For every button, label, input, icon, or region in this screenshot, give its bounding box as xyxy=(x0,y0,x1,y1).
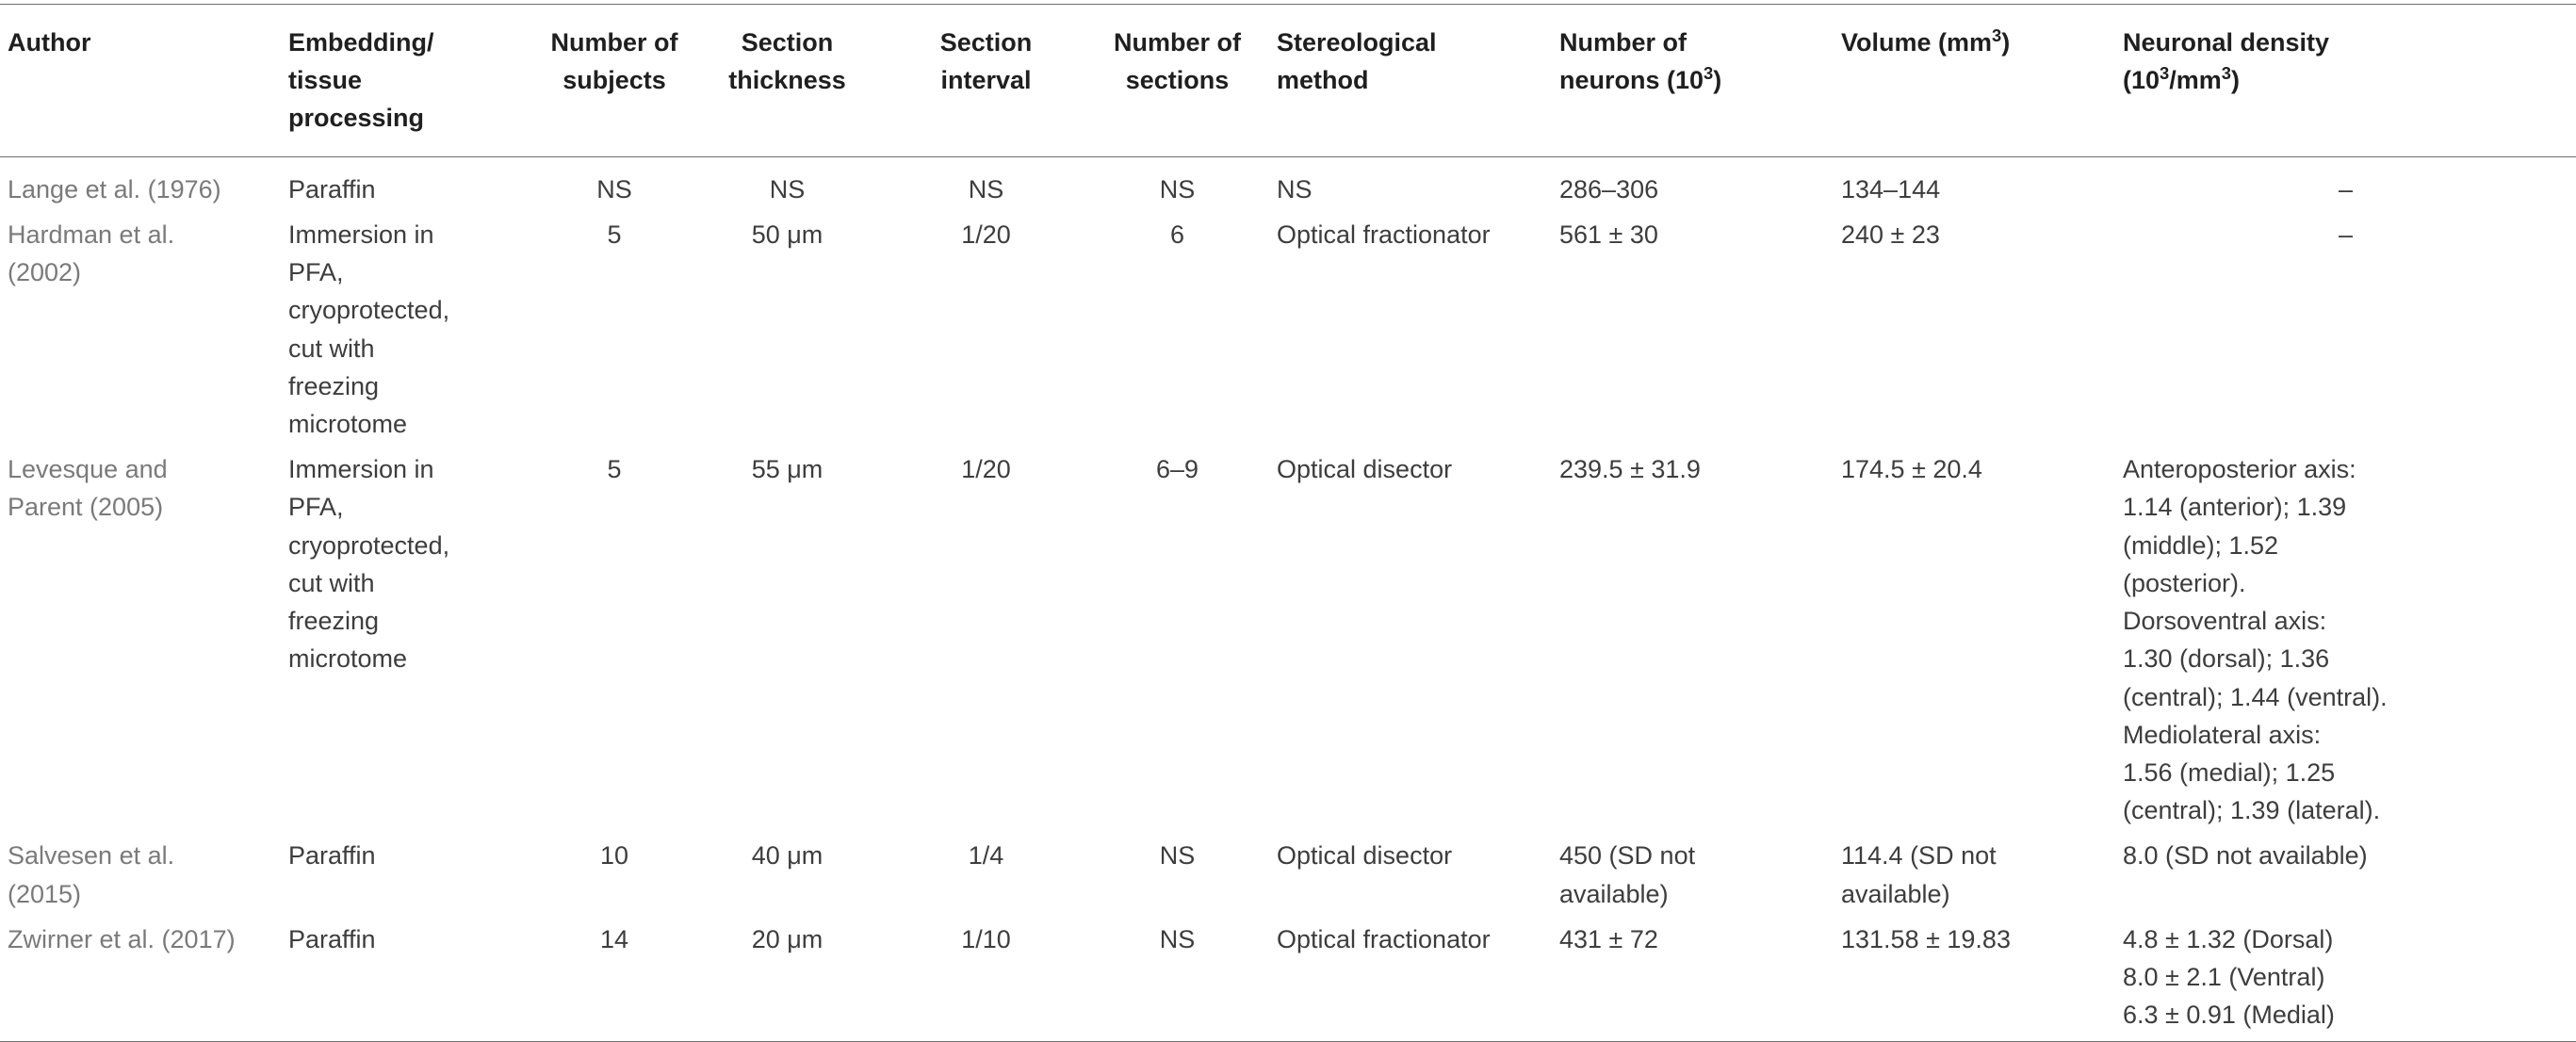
cell-volume: 174.5 ± 20.4 xyxy=(1841,455,1982,484)
cell-embedding: Immersion in PFA, cryoprotected, cut with freezing microtome xyxy=(288,220,450,438)
cell-author: Levesque and Parent (2005) xyxy=(8,455,168,522)
header-density-text: Neuronal density (10 xyxy=(2123,28,2330,95)
header-neurons-exponent: 3 xyxy=(1704,63,1714,84)
cell-thickness: NS xyxy=(769,174,806,204)
cell-author: Salvesen et al. (2015) xyxy=(8,841,175,908)
cell-interval: 1/10 xyxy=(961,924,1011,953)
table-row xyxy=(0,920,2576,1042)
cell-method: NS xyxy=(1277,174,1312,204)
cell-subjects: 10 xyxy=(599,841,629,871)
cell-sections: 6 xyxy=(1169,220,1185,249)
header-subjects: Number of subjects xyxy=(550,28,678,95)
cell-volume: 131.58 ± 19.83 xyxy=(1841,924,2011,953)
header-volume xyxy=(1834,5,2115,157)
table-body xyxy=(0,156,2576,1042)
header-density-unit: /mm xyxy=(2169,66,2222,95)
cell-sections: NS xyxy=(1159,924,1196,953)
header-interval: Section interval xyxy=(939,28,1033,95)
cell-neurons: 239.5 ± 31.9 xyxy=(1559,455,1701,484)
header-row xyxy=(0,5,2576,157)
table-row xyxy=(0,837,2576,920)
cell-neurons: 431 ± 72 xyxy=(1559,924,1658,953)
cell-embedding: Paraffin xyxy=(288,174,376,204)
cell-neurons: 286–306 xyxy=(1559,174,1659,204)
table-row xyxy=(0,450,2576,837)
header-density xyxy=(2115,5,2576,157)
header-sections: Number of sections xyxy=(1114,28,1241,95)
cell-author: Zwirner et al. (2017) xyxy=(8,924,236,953)
cell-sections: 6–9 xyxy=(1155,455,1199,484)
cell-density: Anteroposterior axis: 1.14 (anterior); 1.39 (middle); 1.52 (posterior). Dorsoventral axis: 1.30 (dorsal); 1.36 (central); 1.44 (ventral). Mediolateral axis: 1.56 (medial); 1.25 (central); 1.39 (lateral). xyxy=(2123,455,2388,825)
cell-density: – xyxy=(2338,220,2354,249)
cell-embedding: Immersion in PFA, cryoprotected, cut with freezing microtome xyxy=(288,455,450,674)
header-neurons-close: ) xyxy=(1713,66,1722,95)
table-row xyxy=(0,156,2576,216)
cell-interval: 1/20 xyxy=(961,220,1011,249)
cell-density: – xyxy=(2338,174,2354,204)
cell-sections: NS xyxy=(1159,841,1196,871)
cell-interval: 1/4 xyxy=(968,841,1004,871)
header-embedding: Embedding/ tissue processing xyxy=(288,28,434,133)
header-neurons xyxy=(1552,5,1834,157)
table-row xyxy=(0,216,2576,450)
header-volume-close: ) xyxy=(2001,28,2011,57)
header-volume-text: Volume (mm xyxy=(1841,28,1993,57)
cell-embedding: Paraffin xyxy=(288,841,376,871)
table-header xyxy=(0,5,2576,157)
header-method: Stereological method xyxy=(1277,28,1437,95)
header-density-exponent-1: 3 xyxy=(2160,63,2170,84)
cell-author: Hardman et al. (2002) xyxy=(8,220,175,287)
stereology-table xyxy=(0,4,2576,1042)
cell-author: Lange et al. (1976) xyxy=(8,174,221,204)
header-density-close: ) xyxy=(2231,66,2240,95)
cell-subjects: 14 xyxy=(599,924,629,953)
stereology-table-container xyxy=(0,4,2576,1042)
cell-interval: NS xyxy=(968,174,1004,204)
cell-thickness: 40 μm xyxy=(751,841,823,871)
cell-subjects: 5 xyxy=(607,455,622,484)
cell-thickness: 20 μm xyxy=(751,924,823,953)
cell-subjects: NS xyxy=(596,174,632,204)
cell-method: Optical fractionator xyxy=(1277,924,1491,953)
cell-volume: 114.4 (SD not available) xyxy=(1841,841,1997,908)
cell-neurons: 561 ± 30 xyxy=(1559,220,1658,249)
header-neurons-text: Number of neurons (10 xyxy=(1559,28,1704,95)
cell-embedding: Paraffin xyxy=(288,924,376,953)
cell-thickness: 55 μm xyxy=(751,455,823,484)
cell-sections: NS xyxy=(1159,174,1196,204)
cell-volume: 240 ± 23 xyxy=(1841,220,1940,249)
cell-interval: 1/20 xyxy=(961,455,1011,484)
cell-method: Optical disector xyxy=(1277,455,1453,484)
cell-method: Optical fractionator xyxy=(1277,220,1491,249)
header-author: Author xyxy=(8,28,91,57)
header-volume-exponent: 3 xyxy=(1992,25,2002,45)
header-thickness: Section thickness xyxy=(728,28,846,95)
cell-subjects: 5 xyxy=(607,220,622,249)
cell-density: 4.8 ± 1.32 (Dorsal) 8.0 ± 2.1 (Ventral) 6.3 ± 0.91 (Medial) xyxy=(2123,924,2335,1030)
cell-thickness: 50 μm xyxy=(751,220,823,249)
cell-method: Optical disector xyxy=(1277,841,1453,871)
header-density-exponent-2: 3 xyxy=(2221,63,2231,84)
cell-neurons: 450 (SD not available) xyxy=(1559,841,1696,908)
cell-density: 8.0 (SD not available) xyxy=(2123,841,2368,871)
cell-volume: 134–144 xyxy=(1841,174,1941,204)
